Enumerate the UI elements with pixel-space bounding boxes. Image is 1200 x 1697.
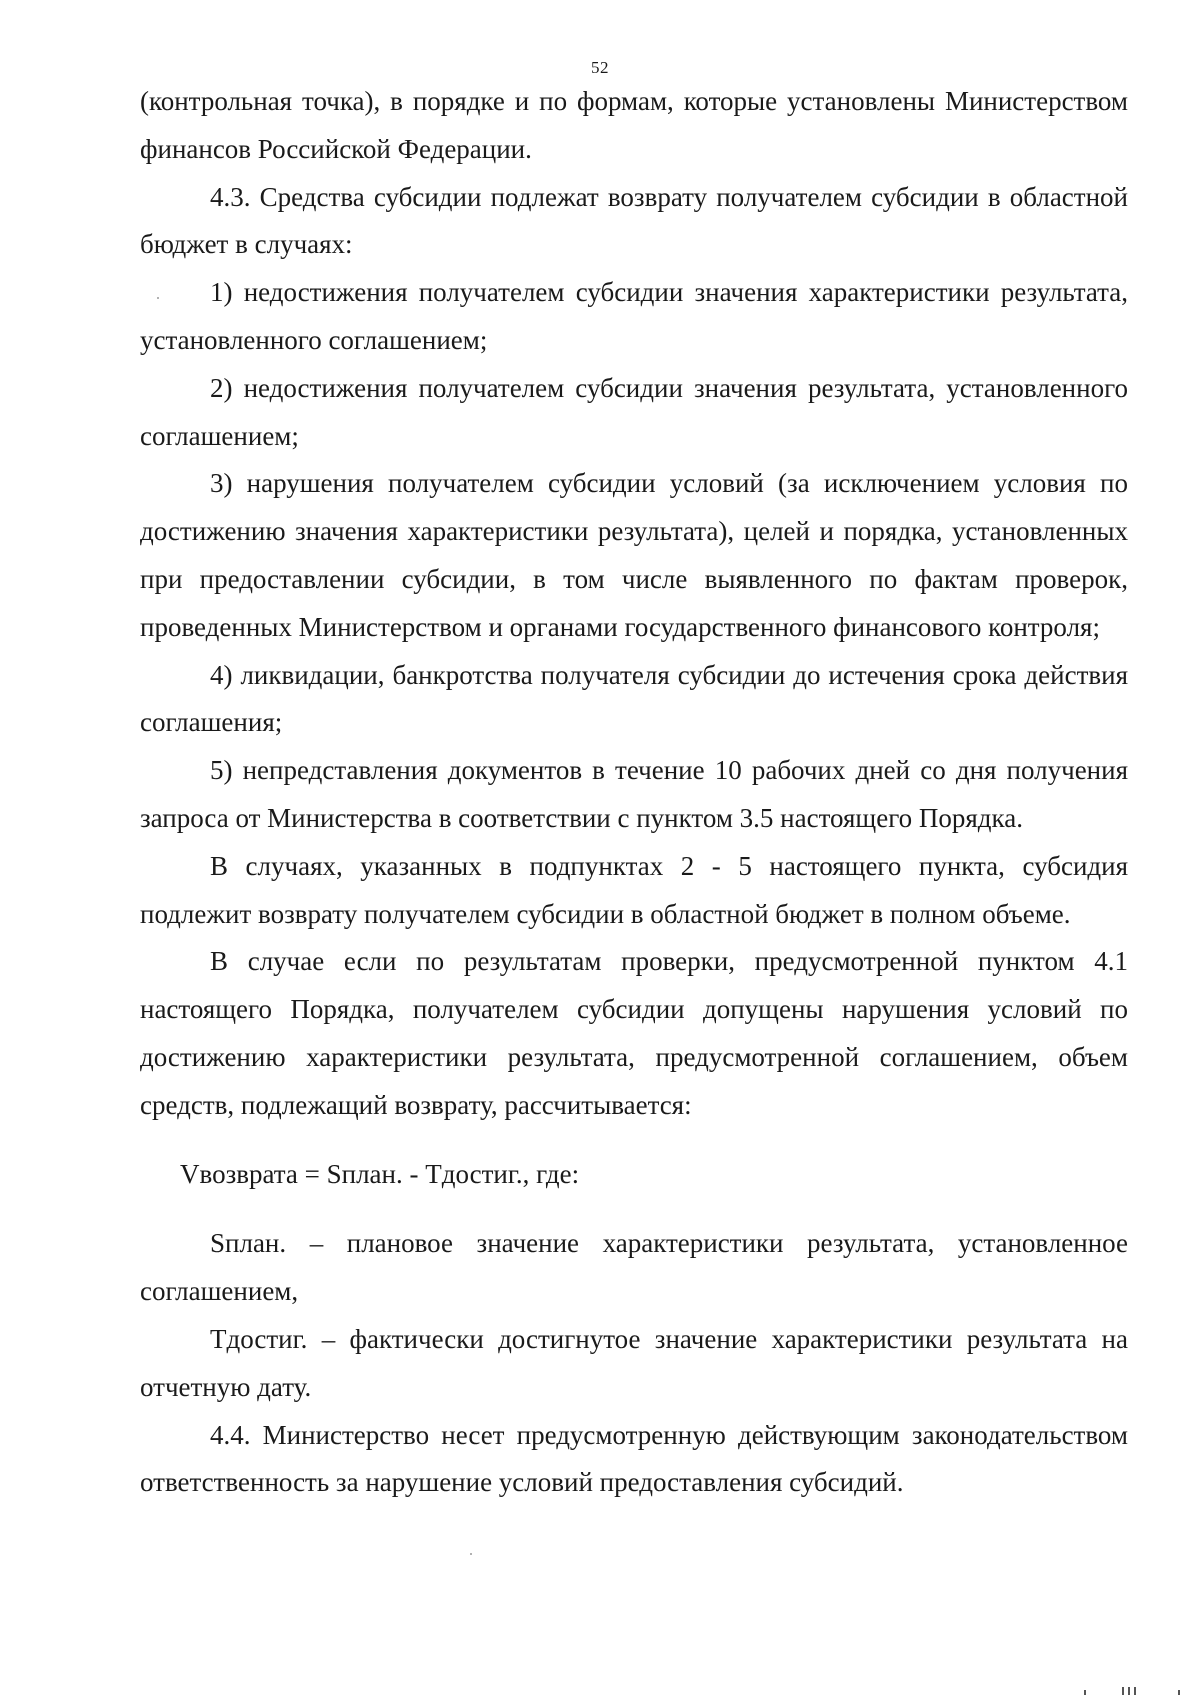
- definition-achieved-value: Тдостиг. – фактически достигнутое значение характеристики результата на отчетную дату.: [140, 1323, 1128, 1402]
- page-number: 52: [591, 58, 609, 77]
- list-item-5: 5) непредставления документов в течение 10 рабочих дней со дня получения запроса от Министерства в соответствии с пунктом 3.5 настоящего Порядка.: [140, 755, 1128, 833]
- calculation-intro-paragraph: В случае если по результатам проверки, предусмотренной пунктом 4.1 настоящего Порядка, получателем субсидии допущены нарушения условий по достижению характеристики результата, предусмотренной соглашением, объем средств, подлежащий возврату, рассчитывается:: [140, 946, 1128, 1120]
- list-item-1: 1) недостижения получателем субсидии значения характеристики результата, установленного соглашением;: [140, 277, 1128, 355]
- refund-formula: Vвозврата = Sплан. - Тдостиг., где:: [180, 1158, 580, 1189]
- scan-speck: [470, 1553, 472, 1555]
- scan-speck: [157, 297, 159, 299]
- section-4-3-paragraph: 4.3. Средства субсидии подлежат возврату получателем субсидии в областной бюджет в случаях:: [140, 181, 1128, 260]
- full-refund-paragraph: В случаях, указанных в подпунктах 2 - 5 настоящего пункта, субсидия подлежит возврату получателем субсидии в областной бюджет в полном объеме.: [140, 850, 1128, 929]
- scan-edge-marks: [1070, 1683, 1190, 1695]
- list-item-4: 4) ликвидации, банкротства получателя субсидии до истечения срока действия соглашения;: [140, 659, 1128, 738]
- list-item-2: 2) недостижения получателем субсидии значения результата, установленного соглашением;: [140, 372, 1128, 451]
- definition-planned-value: Sплан. – плановое значение характеристики результата, установленное соглашением,: [140, 1228, 1128, 1307]
- section-4-4-paragraph: 4.4. Министерство несет предусмотренную действующим законодательством ответственность за нарушение условий предоставления субсидий.: [140, 1419, 1128, 1498]
- continuation-paragraph: (контрольная точка), в порядке и по формам, которые установлены Министерством финансов Российской Федерации.: [140, 86, 1128, 164]
- list-item-3: 3) нарушения получателем субсидии условий (за исключением условия по достижению значения характеристики результата), целей и порядка, установленных при предоставлении субсидии, в том числе выявленного по фактам проверок, проведенных Министерством и органами государственного финансового контроля;: [140, 468, 1128, 642]
- document-body: [140, 78, 1128, 1507]
